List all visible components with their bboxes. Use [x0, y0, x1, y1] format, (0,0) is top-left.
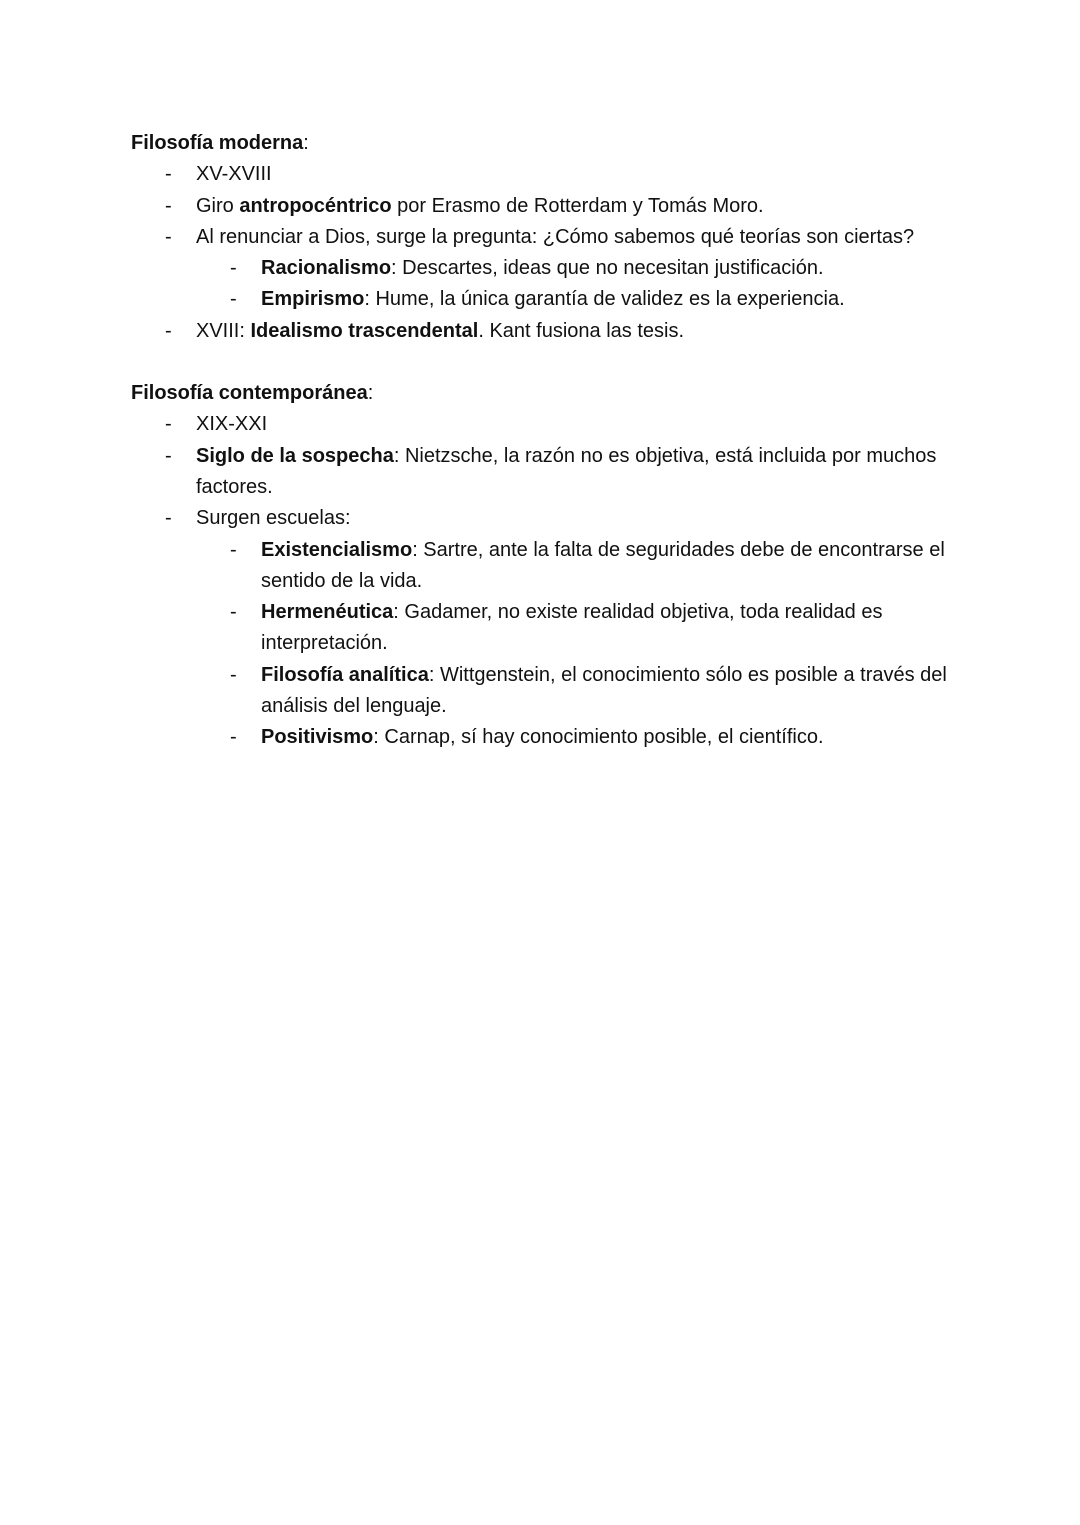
item-text: : Gadamer, no existe realidad objetiva, toda realidad es interpretación.: [261, 601, 883, 655]
nested-bullet-list: [196, 535, 961, 754]
item-term: Existencialismo: [261, 538, 413, 561]
list-item: [131, 191, 961, 222]
item-text: XV-XVIII: [196, 163, 272, 186]
item-text: por Erasmo de Rotterdam y Tomás Moro.: [391, 194, 764, 217]
nested-list-item: [196, 722, 961, 753]
list-item: [131, 159, 961, 190]
list-item: [131, 222, 961, 316]
item-prefix: XVIII:: [196, 319, 251, 342]
bullet-dash: -: [230, 538, 237, 561]
heading-text: Filosofía moderna: [131, 132, 304, 154]
item-term: Racionalismo: [261, 257, 392, 280]
section-heading: Filosofía moderna:: [131, 132, 309, 154]
bullet-dash: -: [230, 726, 237, 749]
nested-list-item: [196, 253, 961, 284]
bullet-list: [131, 159, 961, 347]
list-item: [131, 409, 961, 440]
document-page: [131, 128, 961, 754]
bullet-dash: -: [165, 163, 172, 186]
bullet-dash: -: [165, 319, 172, 342]
bullet-dash: -: [230, 663, 237, 686]
bullet-dash: -: [165, 194, 172, 217]
item-text: : Sartre, ante la falta de seguridades debe de encontrarse el sentido de la vida.: [261, 538, 945, 592]
item-term: Siglo de la sospecha: [196, 444, 394, 467]
item-term: Filosofía analítica: [261, 663, 429, 686]
item-term: Idealismo trascendental: [250, 319, 479, 342]
bullet-list: [131, 409, 961, 753]
item-term: antropocéntrico: [239, 194, 392, 217]
section-contemporary-philosophy: [131, 378, 961, 754]
item-text: : Hume, la única garantía de validez es la experiencia.: [364, 288, 845, 311]
nested-list-item: [196, 660, 961, 723]
item-text: : Descartes, ideas que no necesitan justificación.: [391, 257, 824, 280]
item-term: Positivismo: [261, 726, 374, 749]
section-heading: Filosofía contemporánea:: [131, 382, 374, 405]
bullet-dash: -: [165, 413, 172, 436]
list-item: [131, 503, 961, 753]
bullet-dash: -: [165, 507, 172, 530]
section-modern-philosophy: [131, 128, 961, 347]
bullet-dash: -: [165, 225, 172, 248]
nested-list-item: [196, 535, 961, 598]
list-item: [131, 441, 961, 504]
item-text: Al renunciar a Dios, surge la pregunta: ¿Cómo sabemos qué teorías son ciertas?: [196, 225, 915, 248]
item-term: Empirismo: [261, 288, 365, 311]
item-text: : Wittgenstein, el conocimiento sólo es posible a través del análisis del lenguaje.: [261, 663, 947, 718]
item-term: Hermenéutica: [261, 601, 394, 624]
item-text: XIX-XXI: [196, 413, 268, 436]
list-item: [131, 316, 961, 347]
item-text: Surgen escuelas:: [196, 507, 351, 530]
bullet-dash: -: [230, 288, 237, 311]
nested-list-item: [196, 597, 961, 660]
bullet-dash: -: [230, 257, 237, 280]
bullet-dash: -: [230, 601, 237, 624]
item-text: . Kant fusiona las tesis.: [478, 319, 685, 342]
bullet-dash: -: [165, 444, 172, 467]
item-text: : Nietzsche, la razón no es objetiva, está incluida por muchos factores.: [196, 444, 937, 498]
nested-bullet-list: [196, 253, 961, 316]
item-text: : Carnap, sí hay conocimiento posible, el científico.: [373, 726, 824, 749]
item-prefix: Giro: [196, 194, 240, 217]
nested-list-item: [196, 284, 961, 315]
heading-text: Filosofía contemporánea: [131, 382, 368, 405]
